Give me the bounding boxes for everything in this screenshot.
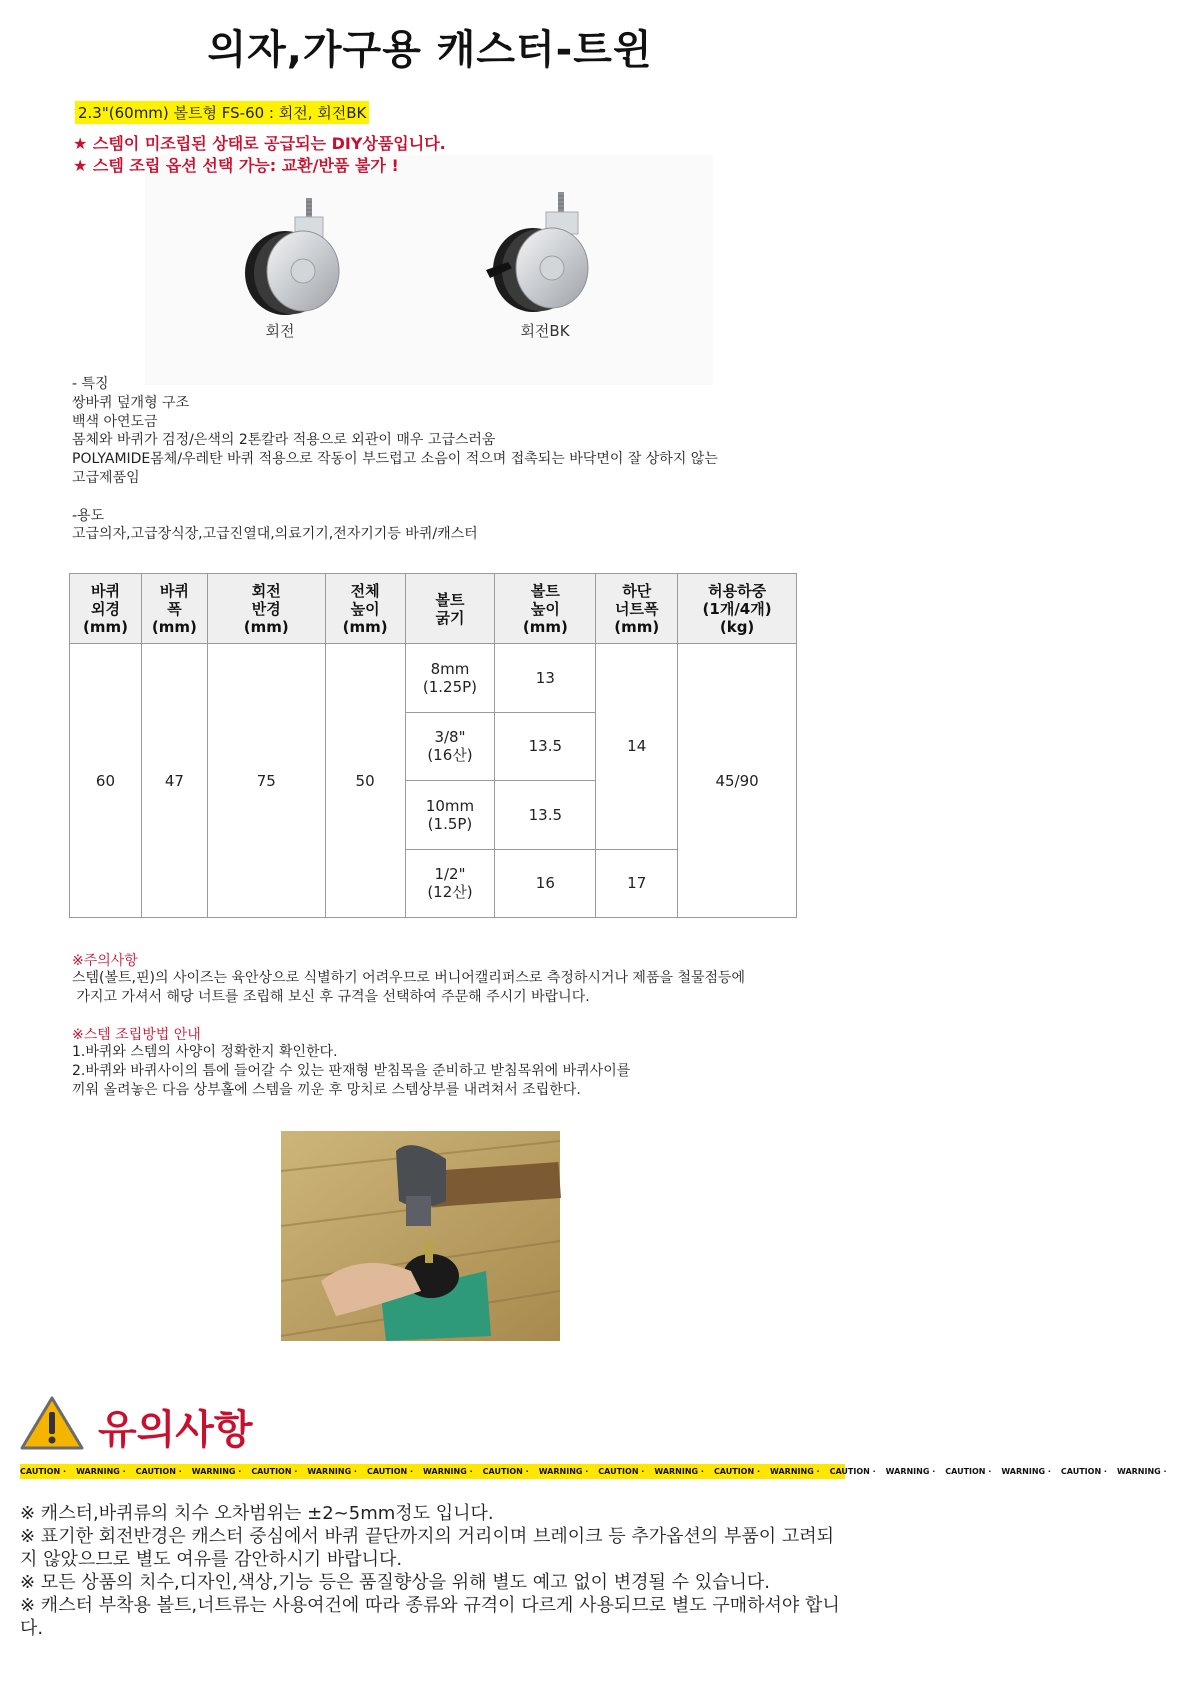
caution-tape bbox=[20, 1464, 1167, 1479]
caution-tape-word: CAUTION · bbox=[1060, 1467, 1107, 1476]
header-load: 허용하중 (1개/4개) (kg) bbox=[678, 574, 797, 644]
product-label-swivel-bk: 회전BK bbox=[520, 322, 570, 340]
caution-tape-word: CAUTION · bbox=[713, 1467, 761, 1476]
header-total-height: 전체 높이 (mm) bbox=[325, 574, 405, 644]
cell-bolt-size: 10mm (1.5P) bbox=[405, 781, 495, 850]
notice-stem-option: ★ 스템 조립 옵션 선택 가능: 교환/반품 불가 ! bbox=[73, 156, 399, 175]
caution-tape-word: WARNING · bbox=[1116, 1467, 1167, 1476]
features-line bbox=[72, 488, 718, 507]
cell-bolt-height: 16 bbox=[495, 849, 596, 918]
cell-bolt-height: 13 bbox=[495, 644, 596, 713]
cell-wheel-width: 47 bbox=[141, 644, 207, 918]
caution-tape-word: CAUTION · bbox=[482, 1467, 529, 1476]
installation-photo bbox=[281, 1131, 560, 1341]
page-title: 의자,가구용 캐스터-트윈 bbox=[207, 27, 653, 73]
warning-title: 유의사항 bbox=[98, 1407, 253, 1453]
header-bolt-size: 볼트 굵기 bbox=[405, 574, 495, 644]
features-line: 쌍바퀴 덮개형 구조 bbox=[72, 394, 190, 411]
caution-tape-word: WARNING · bbox=[1001, 1467, 1051, 1476]
caution-tape-word: CAUTION · bbox=[829, 1467, 876, 1476]
caution-tape-word: WARNING · bbox=[423, 1467, 473, 1476]
cell-swivel-radius: 75 bbox=[207, 644, 325, 918]
header-wheel-diameter: 바퀴 외경 (mm) bbox=[70, 574, 142, 644]
header-nut-width: 하단 너트폭 (mm) bbox=[596, 574, 678, 644]
cell-nut-width: 14 bbox=[596, 644, 678, 850]
caution-tape-word: WARNING · bbox=[191, 1467, 242, 1476]
caution-tape-word: CAUTION · bbox=[135, 1467, 182, 1476]
caution-tape-word: WARNING · bbox=[307, 1467, 357, 1476]
features-line: -용도 bbox=[72, 507, 105, 524]
cell-bolt-height: 13.5 bbox=[495, 712, 596, 781]
caution-tape-word: CAUTION · bbox=[251, 1467, 298, 1476]
features-line: POLYAMIDE몸체/우레탄 바퀴 적용으로 작동이 부드럽고 소음이 적으며 접촉되는 바닥면이 잘 상하지 않는 bbox=[72, 451, 718, 468]
spec-table bbox=[69, 573, 797, 918]
product-photo-panel bbox=[145, 155, 713, 385]
cell-wheel-diameter: 60 bbox=[70, 644, 142, 918]
caution-tape-word: CAUTION · bbox=[598, 1467, 645, 1476]
header-swivel-radius: 회전 반경 (mm) bbox=[207, 574, 325, 644]
model-line: 2.3"(60mm) 볼트형 FS-60 : 회전, 회전BK bbox=[75, 101, 369, 124]
cell-total-height: 50 bbox=[325, 644, 405, 918]
caution-tape-word: WARNING · bbox=[654, 1467, 704, 1476]
caution-tape-word: CAUTION · bbox=[20, 1467, 67, 1476]
header-wheel-width: 바퀴 폭 (mm) bbox=[141, 574, 207, 644]
assembly-text: 1.바퀴와 스템의 사양이 정확한지 확인한다. 2.바퀴와 바퀴사이의 틈에 들어갈 수 있는 판재형 받침목을 준비하고 받침목위에 바퀴사이를 끼워 올려놓은 다음 상부홀에 스템을 끼운 후 망치로 스템상부를 내려쳐서 조립한다. bbox=[72, 1044, 631, 1098]
table-row bbox=[70, 644, 797, 713]
final-notes bbox=[20, 1502, 840, 1640]
warning-icon bbox=[20, 1395, 84, 1451]
note-item: ※ 모든 상품의 치수,디자인,색상,기능 등은 품질향상을 위해 별도 예고 없이 변경될 수 있습니다. bbox=[20, 1572, 770, 1593]
note-item: ※ 캐스터,바퀴류의 치수 오차범위는 ±2~5mm정도 입니다. bbox=[20, 1503, 494, 1524]
caster-swivel-image bbox=[240, 195, 360, 335]
caution-title: ※주의사항 bbox=[72, 953, 138, 969]
cell-load: 45/90 bbox=[678, 644, 797, 918]
caution-tape-word: CAUTION · bbox=[945, 1467, 992, 1476]
caution-tape-word: CAUTION · bbox=[366, 1467, 414, 1476]
header-bolt-height: 볼트 높이 (mm) bbox=[495, 574, 596, 644]
cell-bolt-size: 3/8" (16산) bbox=[405, 712, 495, 781]
product-label-swivel: 회전 bbox=[265, 322, 295, 340]
note-item: ※ 캐스터 부착용 볼트,너트류는 사용여건에 따라 종류와 규격이 다르게 사용되므로 별도 구매하셔야 합니다. bbox=[20, 1595, 840, 1639]
caution-tape-word: WARNING · bbox=[538, 1467, 589, 1476]
features-line: - 특징 bbox=[72, 376, 109, 392]
caution-text: 스템(볼트,핀)의 사이즈는 육안상으로 식별하기 어려우므로 버니어캘리퍼스로 측정하시거나 제품을 철물점등에 가지고 가셔서 해당 너트를 조립해 보신 후 규격을 선택하여 주문해 주시기 바랍니다. bbox=[72, 970, 746, 1005]
cell-bolt-size: 8mm (1.25P) bbox=[405, 644, 495, 713]
features-block bbox=[72, 375, 718, 544]
caution-tape-word: WARNING · bbox=[76, 1467, 126, 1476]
cell-bolt-size: 1/2" (12산) bbox=[405, 849, 495, 918]
caution-tape-word: WARNING · bbox=[770, 1467, 820, 1476]
assembly-title: ※스템 조립방법 안내 bbox=[72, 1027, 201, 1043]
caution-tape-word: WARNING · bbox=[885, 1467, 936, 1476]
table-header-row bbox=[70, 574, 797, 644]
features-line: 백색 아연도금 bbox=[72, 413, 158, 430]
features-line: 고급의자,고급장식장,고급진열대,의료기기,전자기기등 바퀴/캐스터 bbox=[72, 526, 478, 543]
cell-bolt-height: 13.5 bbox=[495, 781, 596, 850]
features-line: 몸체와 바퀴가 검정/은색의 2톤칼라 적용으로 외관이 매우 고급스러움 bbox=[72, 432, 496, 449]
features-line: 고급제품임 bbox=[72, 469, 140, 486]
caster-swivel-brake-image bbox=[478, 190, 608, 335]
cell-nut-width: 17 bbox=[596, 849, 678, 918]
notice-diy: ★ 스템이 미조립된 상태로 공급되는 DIY상품입니다. bbox=[73, 134, 446, 153]
note-item: ※ 표기한 회전반경은 캐스터 중심에서 바퀴 끝단까지의 거리이며 브레이크 등 추가옵션의 부품이 고려되지 않았으므로 별도 여유를 감안하시기 바랍니다. bbox=[20, 1526, 835, 1570]
